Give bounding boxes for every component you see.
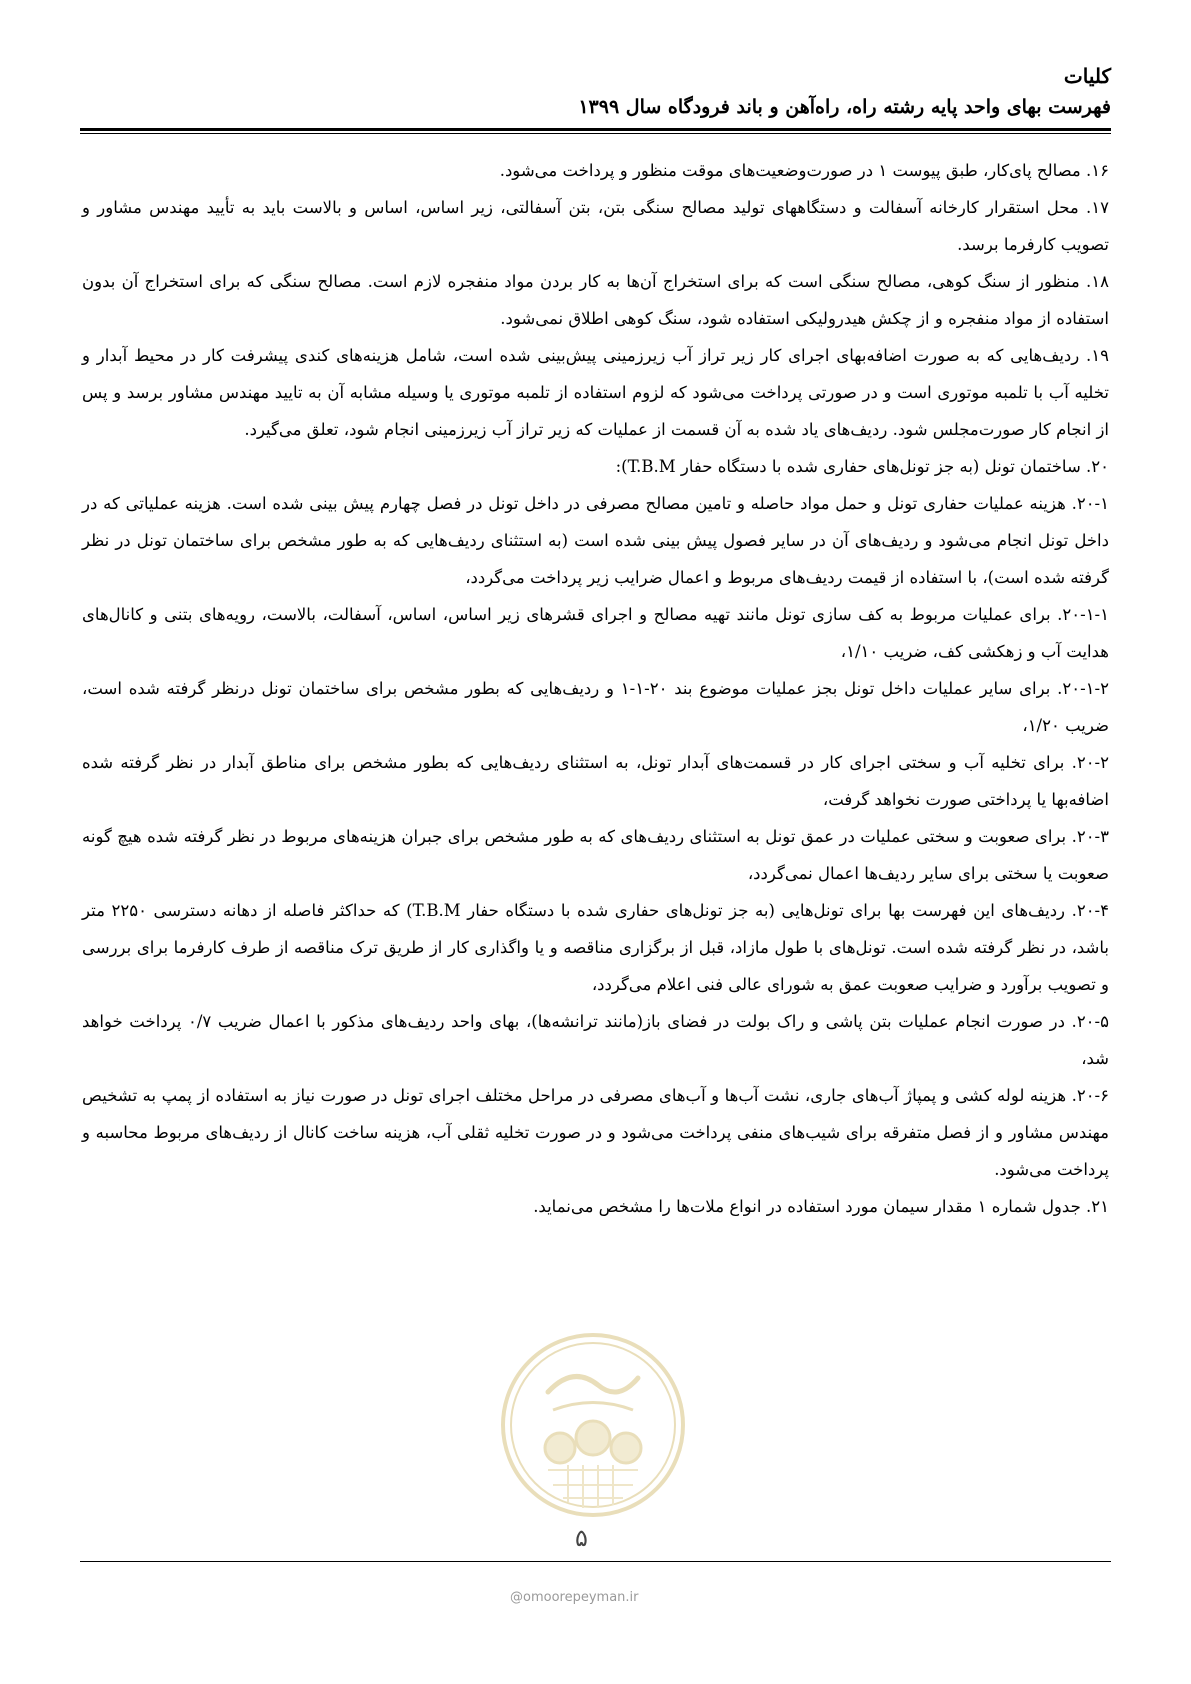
- paragraph-17: ۱۷. محل استقرار کارخانه آسفالت و دستگاههای تولید مصالح سنگی بتن، بتن آسفالتی، زیر اساس، اساس و بالاست باید به تأیید مهندس مشاور و تصویب کارفرما برسد.: [82, 198, 1109, 254]
- watermark-logo: [498, 1330, 688, 1520]
- paragraph-20-3: ۲۰-۳. برای صعوبت و سختی عملیات در عمق تونل به استثنای ردیف‌های که به طور مشخص برای جبران هزینه‌های مربوط در نظر گرفته شده هیچ گونه صعوبت یا سختی برای سایر ردیف‌ها اعمال نمی‌گردد،: [82, 827, 1109, 883]
- website-watermark: @omoorepeyman.ir: [510, 1590, 639, 1605]
- paragraph-19: ۱۹. ردیف‌هایی که به صورت اضافه‌بهای اجرای کار زیر تراز آب زیرزمینی پیش‌بینی شده است، شامل هزینه‌های کندی پیشرفت کار در محیط آبدار و تخلیه آب با تلمبه موتوری است و در صورتی پرداخت می‌شود که لزوم استفاده از تلمبه موتوری یا وسیله مشابه آن به تایید مهندس مشاور برسد و پس از انجام کار صورت‌مجلس شود. ردیف‌های یاد شده به آن قسمت از عملیات که زیر تراز آب زیرزمینی انجام شود، تعلق می‌گیرد.: [82, 346, 1109, 439]
- header-title: کلیات: [1063, 64, 1111, 88]
- paragraph-20-1-2: ۲۰-۱-۲. برای سایر عملیات داخل تونل بجز عملیات موضوع بند ۲۰-۱-۱ و ردیف‌هایی که بطور مشخص برای ساختمان تونل درنظر گرفته شده است، ضریب ۱/۲۰،: [82, 679, 1109, 735]
- page-header: [80, 62, 1111, 122]
- paragraph-20-2: ۲۰-۲. برای تخلیه آب و سختی اجرای کار در قسمت‌های آبدار تونل، به استثنای ردیف‌هایی که بطور مشخص برای مناطق آبدار در نظر گرفته شده اضافه‌بها یا پرداختی صورت نخواهد گرفت،: [82, 753, 1109, 809]
- paragraph-20-5: ۲۰-۵. در صورت انجام عملیات بتن پاشی و راک بولت در فضای باز(مانند ترانشه‌ها)، بهای واحد ردیف‌های مذکور با اعمال ضریب ۰/۷ پرداخت خواهد شد،: [82, 1012, 1109, 1068]
- paragraph-20: ۲۰. ساختمان تونل (به جز تونل‌های حفاری شده با دستگاه حفار T.B.M):: [615, 457, 1109, 476]
- header-rule-thin: [80, 133, 1111, 134]
- paragraph-21: ۲۱. جدول شماره ۱ مقدار سیمان مورد استفاده در انواع ملات‌ها را مشخص می‌نماید.: [533, 1197, 1109, 1216]
- paragraph-20-1: ۲۰-۱. هزینه عملیات حفاری تونل و حمل مواد حاصله و تامین مصالح مصرفی در داخل تونل در فصل چهارم پیش بینی شده است. هزینه عملیاتی که در داخل تونل انجام می‌شود و ردیف‌های آن در سایر فصول پیش بینی شده است (به استثنای ردیف‌هایی که به طور مشخص برای ساختمان تونل در نظر گرفته شده است)، با استفاده از قیمت ردیف‌های مربوط و اعمال ضرایب زیر پرداخت می‌گردد،: [82, 494, 1109, 587]
- paragraph-20-4: ۲۰-۴. ردیف‌های این فهرست بها برای تونل‌هایی (به جز تونل‌های حفاری شده با دستگاه حفار T.B.M) که حداکثر فاصله از دهانه دسترسی ۲۲۵۰ متر باشد، در نظر گرفته شده است. تونل‌های با طول مازاد، قبل از برگزاری مناقصه و یا واگذاری کار از طریق ترک مناقصه از طرف کارفرما برای بررسی و تصویب برآورد و ضرایب صعوبت عمق به شورای عالی فنی اعلام می‌گردد،: [82, 901, 1109, 994]
- page-number: ۵: [575, 1524, 588, 1552]
- header-subtitle: فهرست بهای واحد پایه رشته راه، راه‌آهن و باند فرودگاه سال ۱۳۹۹: [578, 96, 1111, 118]
- paragraph-18: ۱۸. منظور از سنگ کوهی، مصالح سنگی است که برای استخراج آن‌ها به کار بردن مواد منفجره لازم است. مصالح سنگی که برای استخراج آن بدون استفاده از مواد منفجره و از چکش هیدرولیکی استفاده شود، سنگ کوهی اطلاق نمی‌شود.: [82, 272, 1109, 328]
- footer-rule: [80, 1561, 1111, 1562]
- header-rule-thick: [80, 128, 1111, 131]
- paragraph-20-6: ۲۰-۶. هزینه لوله کشی و پمپاژ آب‌های جاری، نشت آب‌ها و آب‌های مصرفی در مراحل مختلف اجرای تونل در صورت نیاز به استفاده از پمپ به تشخیص مهندس مشاور و از فصل متفرقه برای شیب‌های منفی پرداخت می‌شود و در صورت تخلیه ثقلی آب، هزینه ساخت کانال از ردیف‌های مربوط محاسبه و پرداخت می‌شود.: [82, 1086, 1109, 1179]
- body-content: [82, 152, 1109, 1225]
- paragraph-16: ۱۶. مصالح پای‌کار، طبق پیوست ۱ در صورت‌وضعیت‌های موقت منظور و پرداخت می‌شود.: [499, 161, 1109, 180]
- paragraph-20-1-1: ۲۰-۱-۱. برای عملیات مربوط به کف سازی تونل مانند تهیه مصالح و اجرای قشرهای زیر اساس، اساس، آسفالت، بالاست، رویه‌های بتنی و کانال‌های هدایت آب و زهکشی کف، ضریب ۱/۱۰،: [82, 605, 1109, 661]
